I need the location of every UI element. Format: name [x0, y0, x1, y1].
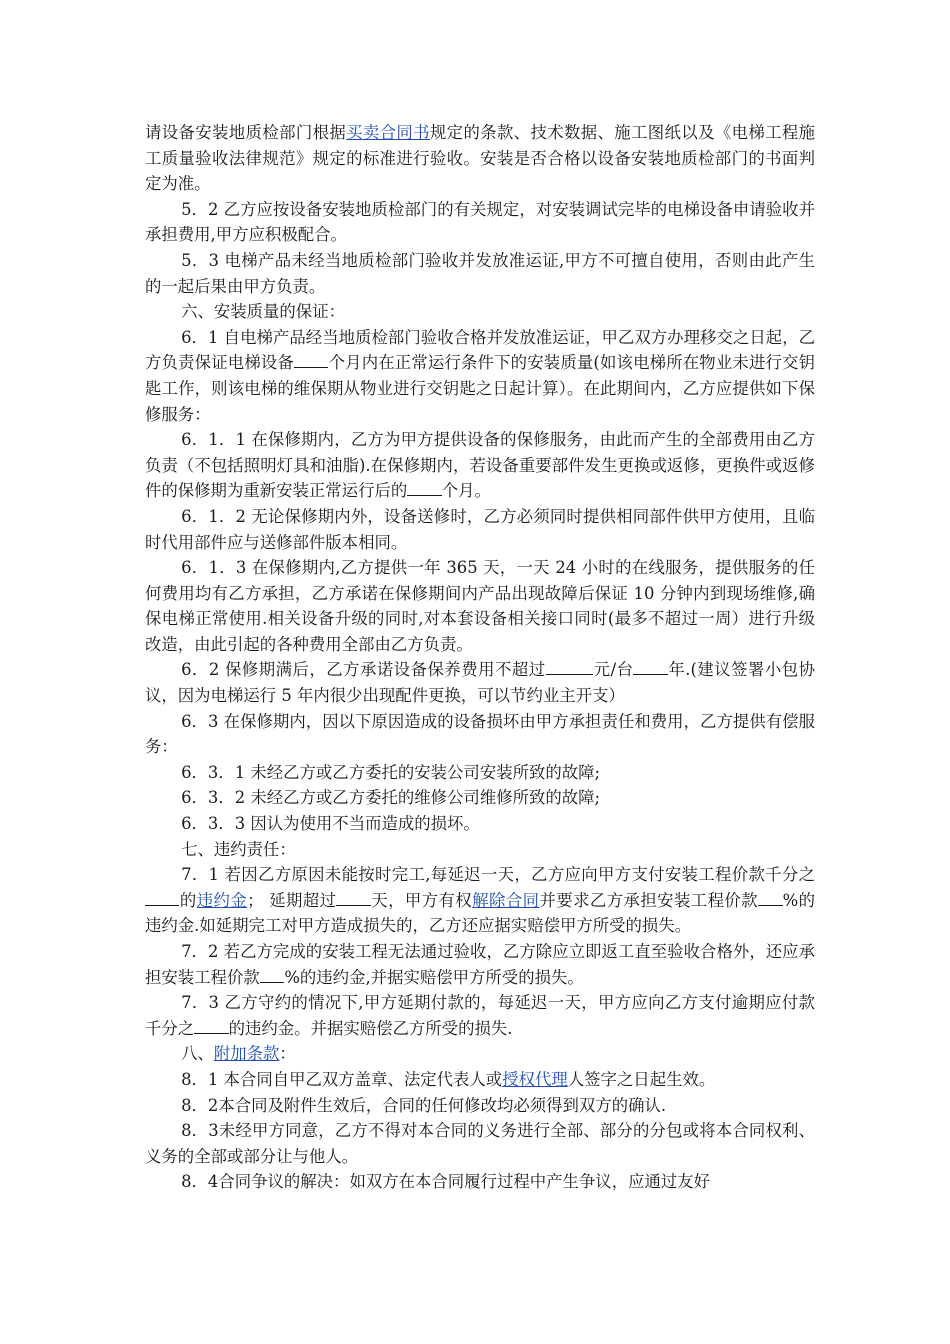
blank-field [194, 1017, 228, 1034]
blank-field [145, 889, 179, 906]
blank-field [260, 966, 285, 983]
clause-5-3: 5．3 电梯产品未经当地质检部门验收并发放准运证,甲方不可擅自使用，否则由此产生的一起后果由甲方负责。 [145, 250, 815, 296]
clause-8-1-text: 8．1 本合同自甲乙双方盖章、法定代表人或 [181, 1069, 503, 1089]
intro-text: 请设备安装地质检部门根据 [145, 123, 347, 142]
contract-page [145, 120, 815, 1195]
clause-6-1-1-text-cont: 个月。 [441, 481, 491, 501]
clause-7-1-text: 7．1 若因乙方原因未能按时完工,每延迟一天，乙方应向甲方支付安装工程价款千分之 [181, 865, 815, 885]
clause-6-2 [145, 657, 815, 708]
clause-8-3: 8．3未经甲方同意，乙方不得对本合同的义务进行全部、部分的分包或将本合同权利、义务的全部或部分让与他人。 [145, 1121, 815, 1166]
authorized-agent-link[interactable]: 授权代理 [502, 1069, 568, 1089]
clause-7-1-text-b: 的 [179, 890, 197, 910]
clause-6-1-text: 6．1 自电梯产品经当地质检部门验收合格并发放准运证，甲乙双方办理移交之日起，乙方负责保证电梯设备 [145, 327, 815, 373]
section-7-heading: 七、违约责任： [181, 839, 296, 859]
clause-7-3-text-cont: 的违约金。并据实赔偿乙方所受的损失. [228, 1018, 513, 1038]
clause-7-1-text-c: ； 延期超过 [247, 890, 337, 910]
clause-7-2-text-cont: %的违约金,并据实赔偿甲方所受的损失。 [284, 967, 584, 987]
clause-6-3-1: 6．3．1 未经乙方或乙方委托的安装公司安装所致的故障; [181, 762, 601, 782]
clause-6-2-unit: 元/台 [593, 660, 634, 680]
clause-6-1-2: 6．1．2 无论保修期内外，设备送修时，乙方必须同时提供相同部件供甲方使用，且临时代用部件应与送修部件版本相同。 [145, 506, 815, 552]
blank-field [407, 480, 441, 497]
section-8-heading [145, 1041, 815, 1067]
clause-8-4: 8．4合同争议的解决：如双方在本合同履行过程中产生争议，应通过友好 [181, 1172, 711, 1192]
section-6-heading: 六、安装质量的保证： [181, 302, 345, 322]
section-8-number: 八、 [181, 1044, 214, 1064]
sales-contract-link[interactable]: 买卖合同书 [346, 123, 430, 142]
blank-field [546, 659, 594, 676]
clause-6-1-1 [145, 427, 815, 504]
blank-field [294, 352, 328, 369]
clause-5-2: 5．2 乙方应按设备安装地质检部门的有关规定，对安装调试完毕的电梯设备申请验收并承担费用,甲方应积极配合。 [145, 199, 815, 245]
blank-field [758, 889, 783, 906]
clause-7-3 [145, 990, 815, 1041]
clause-6-3-3: 6．3．3 因认为使用不当而造成的损坏。 [181, 814, 480, 834]
clause-6-3-2: 6．3．2 未经乙方或乙方委托的维修公司维修所致的故障; [181, 788, 601, 808]
blank-field [336, 889, 370, 906]
clause-6-2-text: 6．2 保修期满后，乙方承诺设备保养费用不超过 [181, 660, 546, 680]
additional-terms-link[interactable]: 附加条款 [213, 1044, 280, 1064]
clause-8-1 [145, 1067, 815, 1093]
clause-7-1 [145, 862, 815, 939]
penalty-link[interactable]: 违约金 [196, 890, 248, 910]
section-8-colon: ： [279, 1044, 296, 1064]
intro-paragraph [145, 120, 815, 197]
intro-text-cont: 规定的条款、技术数据、施工图纸以及《电梯工程施工质量验收法律规范》规定的标准进行验收。安装是否合格以设备安装地质检部门的书面判定为准。 [145, 123, 816, 194]
clause-7-1-text-e: 并要求乙方承担安装工程价款 [539, 890, 759, 910]
clause-7-2-text: 7．2 若乙方完成的安装工程无法通过验收，乙方除应立即返工直至验收合格外，还应承担安装工程价款 [145, 942, 815, 987]
clause-6-1-text-cont: 个月内在正常运行条件下的安装质量(如该电梯所在物业未进行交钥匙工作，则该电梯的维保期从物业进行交钥匙之日起计算）。在此期间内，乙方应提供如下保修服务： [145, 353, 815, 424]
clause-8-2: 8．2本合同及附件生效后，合同的任何修改均必须得到双方的确认. [181, 1095, 667, 1115]
clause-6-1 [145, 325, 815, 427]
clause-7-1-text-d: 天，甲方有权 [370, 890, 473, 910]
clause-7-1-text-f: %的违约金.如延期完工对甲方造成损失的，乙方还应据实赔偿甲方所受的损失。 [145, 890, 816, 936]
clause-6-3: 6．3 在保修期内，因以下原因造成的设备损坏由甲方承担责任和费用，乙方提供有偿服务： [145, 711, 815, 757]
clause-7-2 [145, 939, 815, 990]
clause-6-1-1-text: 6．1．1 在保修期内，乙方为甲方提供设备的保修服务，由此而产生的全部费用由乙方负责（不包括照明灯具和油脂).在保修期内，若设备重要部件发生更换或返修，更换件或返修件的保修期为重新安装正常运行后的 [145, 430, 815, 501]
clause-6-1-3: 6．1．3 在保修期内,乙方提供一年 365 天，一天 24 小时的在线服务，提供服务的任何费用均有乙方承担，乙方承诺在保修期间内产品出现故障后保证 10 分钟内到现场维修,确保电梯正常使用.相关设备升级的同时,对本套设备相关接口同时(最多不超过一周）进行升级改造，由此引起的各种费用全部由乙方负责。 [145, 558, 815, 654]
terminate-contract-link[interactable]: 解除合同 [472, 890, 540, 910]
clause-8-1-text-cont: 人签字之日起生效。 [567, 1069, 716, 1089]
clause-6-2-text-cont: 年.(建议签署小包协议，因为电梯运行 5 年内很少出现配件更换，可以节约业主开支） [145, 660, 815, 706]
clause-7-3-text: 7．3 乙方守约的情况下,甲方延期付款的，每延迟一天，甲方应向乙方支付逾期应付款千分之 [145, 993, 815, 1038]
blank-field [633, 659, 667, 676]
